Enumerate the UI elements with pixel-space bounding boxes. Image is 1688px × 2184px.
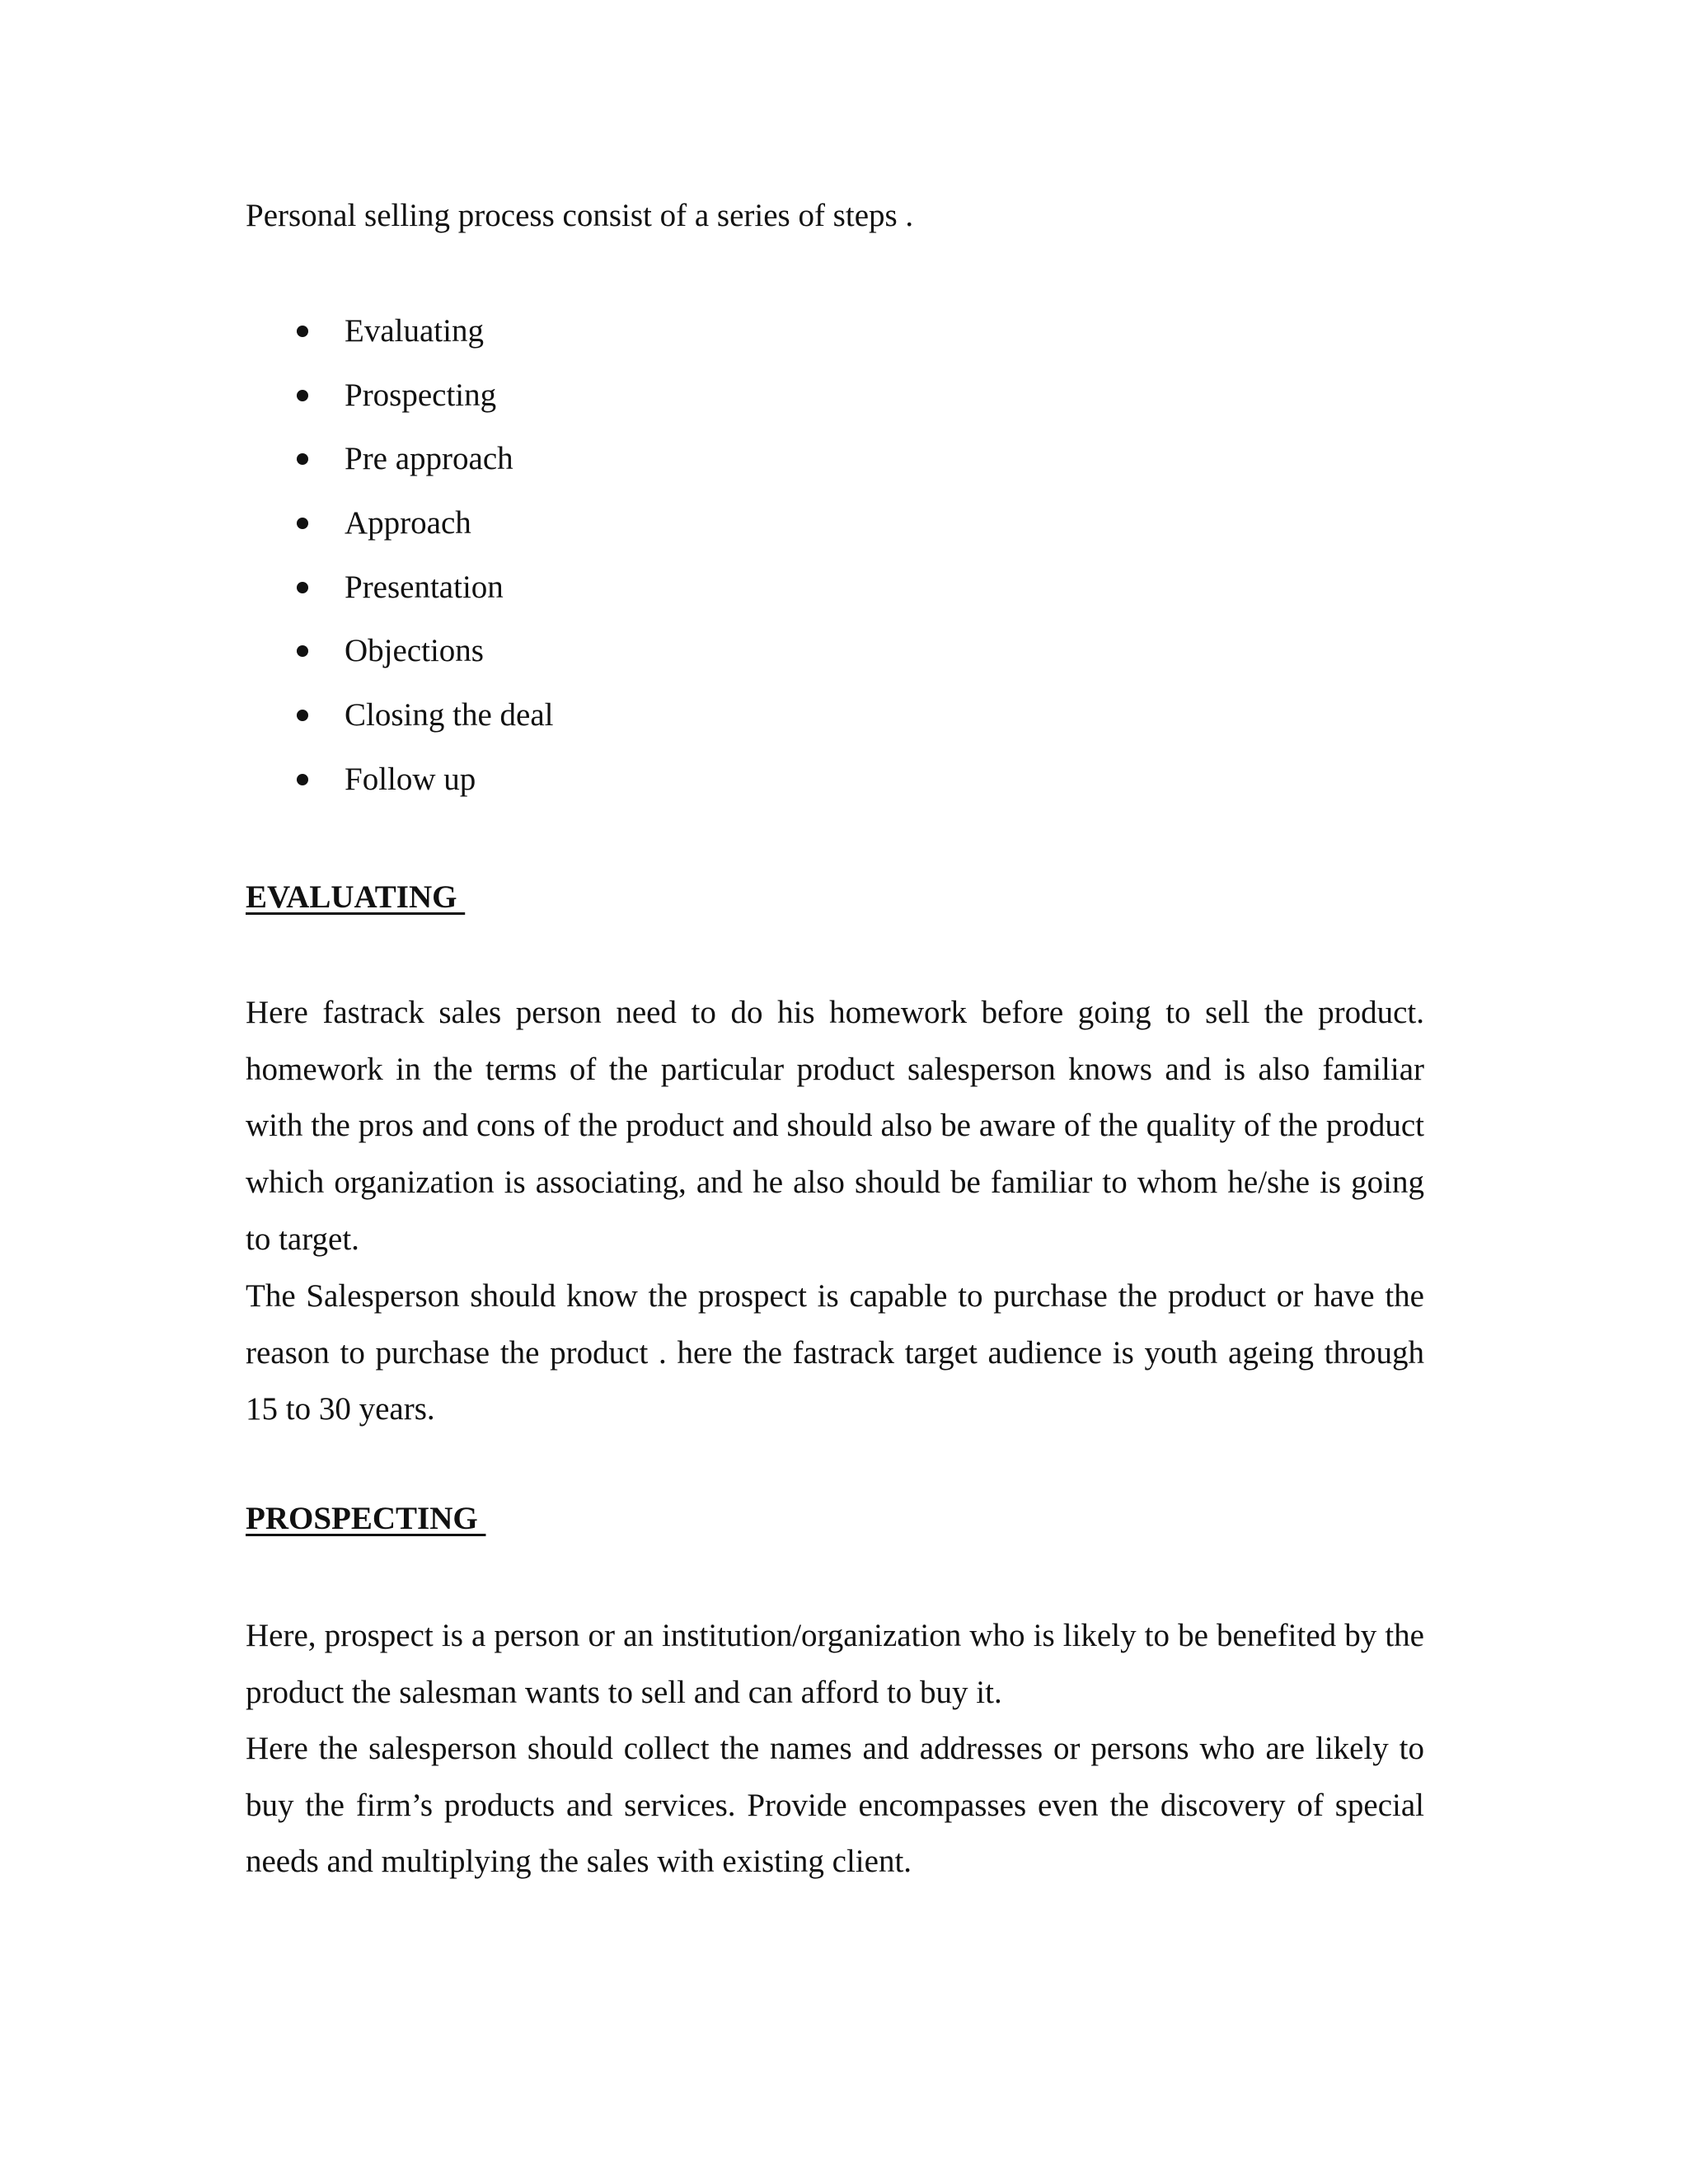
list-item-label: Objections [345,633,484,669]
bullet-icon [297,645,308,657]
list-item [246,760,553,824]
bullet-icon [297,390,308,401]
bullet-icon [297,326,308,337]
bullet-icon [297,774,308,785]
list-item-label: Pre approach [345,441,513,477]
list-item-label: Prospecting [345,377,497,413]
evaluating-heading: EVALUATING [246,879,466,915]
evaluating-paragraph-2: The Salesperson should know the prospect is capable to purchase the product or have the reason to purchase the product . here the fastrack target audience is youth ageing through 15 to 30 years. [246,1278,1424,1427]
list-item-label: Presentation [345,569,504,605]
prospecting-paragraph-1: Here, prospect is a person or an institution/organization who is likely to be benefited by the product the salesman wants to sell and can afford to buy it. [246,1618,1424,1710]
list-item [246,696,553,760]
list-item [246,504,553,568]
intro-text: Personal selling process consist of a series of steps . [246,198,914,233]
list-item [246,631,553,696]
evaluating-paragraph-1: Here fastrack sales person need to do his homework before going to sell the product. homework in the terms of the particular product salesperson knows and is also familiar with the pros and cons of the product and should also be aware of the quality of the product which organization is associating, and he also should be familiar to whom he/she is going to target. [246,995,1424,1257]
list-item [246,312,553,376]
list-item [246,376,553,440]
prospecting-paragraph-2: Here the salesperson should collect the names and addresses or persons who are likely to buy the firm’s products and services. Provide encompasses even the discovery of special needs and multiplying the sales with existing client. [246,1731,1424,1880]
list-item-label: Follow up [345,761,476,797]
steps-list [246,312,553,824]
bullet-icon [297,710,308,721]
list-item-label: Approach [345,505,471,541]
list-item [246,568,553,632]
list-item-label: Evaluating [345,313,484,349]
prospecting-heading: PROSPECTING [246,1501,486,1536]
list-item [246,439,553,504]
bullet-icon [297,453,308,465]
bullet-icon [297,518,308,529]
bullet-icon [297,582,308,593]
list-item-label: Closing the deal [345,697,554,733]
